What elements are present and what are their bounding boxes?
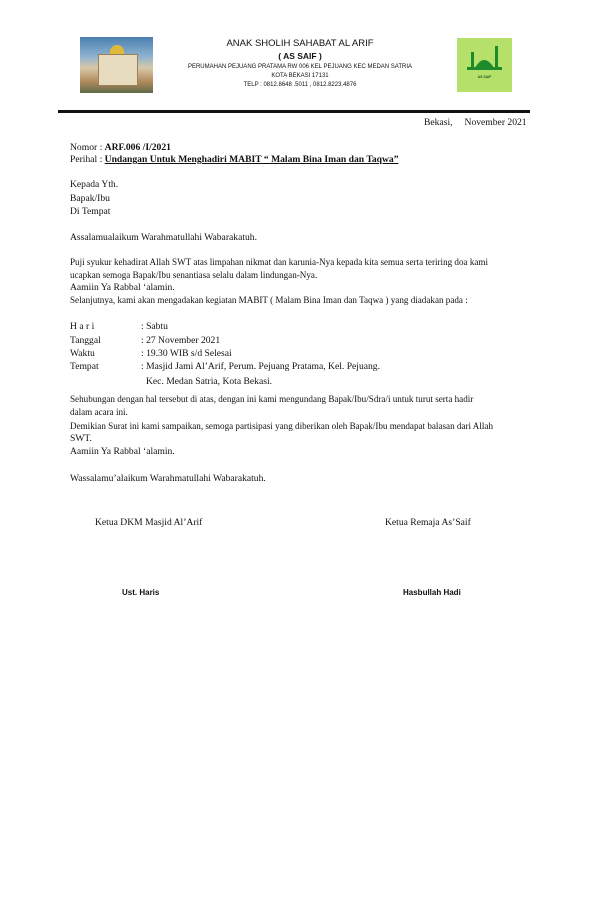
detail-value-cont: Kec. Medan Satria, Kota Bekasi. <box>146 376 273 387</box>
detail-label: Tempat <box>70 361 99 372</box>
body-line: Sehubungan dengan hal tersebut di atas, dengan ini kami mengundang Bapak/Ibu/Sdra/i untuk turut serta hadir <box>70 394 474 404</box>
org-abbr: ( AS SAIF ) <box>278 51 322 61</box>
detail-value: : Sabtu <box>141 321 168 332</box>
nomor <box>70 142 171 153</box>
closing: Wassalamu’alaikum Warahmatullahi Wabarakatuh. <box>70 473 266 484</box>
nomor-value: ARF.006 /I/2021 <box>104 142 171 153</box>
org-name: ANAK SHOLIH SAHABAT AL ARIF <box>226 38 374 49</box>
body-line: Demikian Surat ini kami sampaikan, semoga partisipasi yang diberikan oleh Bapak/Ibu mendapat balasan dari Allah <box>70 421 493 431</box>
signature-name: Hasbullah Hadi <box>403 588 461 597</box>
mosque-photo <box>80 37 153 93</box>
detail-label: H a r i <box>70 321 95 332</box>
logo-text: AS SAIF <box>477 75 492 79</box>
phone: TELP : 0812.8648 .5011 , 0812.8223.4876 <box>243 82 357 88</box>
nomor-label: Nomor : <box>70 142 105 153</box>
signature-title: Ketua Remaja As’Saif <box>385 517 471 528</box>
body-line: Aamiin Ya Rabbal ‘alamin. <box>70 446 175 457</box>
body-line: dalam acara ini. <box>70 407 128 417</box>
greeting: Assalamualaikum Warahmatullahi Wabarakatuh. <box>70 232 257 243</box>
header-divider <box>58 110 530 113</box>
date-month: November 2021 <box>464 117 527 128</box>
address-line-2: KOTA BEKASI 17131 <box>271 73 329 79</box>
body-line: Puji syukur kehadirat Allah SWT atas limpahan nikmat dan karunia-Nya kepada kita semua serta teriring doa kami <box>70 257 489 267</box>
perihal <box>70 154 399 165</box>
mosque-icon <box>457 38 512 78</box>
recipient-line: Di Tempat <box>70 206 111 217</box>
logo <box>457 38 512 92</box>
detail-value: : Masjid Jami Al’Arif, Perum. Pejuang Pratama, Kel. Pejuang. <box>141 361 381 372</box>
detail-label: Tanggal <box>70 335 101 346</box>
signature-name: Ust. Haris <box>122 588 160 597</box>
detail-label: Waktu <box>70 348 95 359</box>
signature-title: Ketua DKM Masjid Al’Arif <box>95 517 203 528</box>
address-line-1: PERUMAHAN PEJUANG PRATAMA RW 006 KEL PEJUANG KEC MEDAN SATRIA <box>187 64 413 70</box>
body-line: Aamiin Ya Rabbal ‘alamin. <box>70 282 175 293</box>
body-line: Selanjutnya, kami akan mengadakan kegiatan MABIT ( Malam Bina Iman dan Taqwa ) yang diadakan pada : <box>70 295 468 305</box>
letter-date <box>424 117 527 128</box>
recipient-line: Bapak/Ibu <box>70 193 110 204</box>
date-city: Bekasi, <box>424 117 453 128</box>
body-line: ucapkan semoga Bapak/Ibu senantiasa selalu dalam lindungan-Nya. <box>70 270 318 280</box>
recipient-line: Kepada Yth. <box>70 179 119 190</box>
detail-value: : 19.30 WIB s/d Selesai <box>141 348 232 359</box>
detail-value: : 27 November 2021 <box>141 335 221 346</box>
perihal-label: Perihal : <box>70 154 105 165</box>
body-line: SWT. <box>70 433 92 444</box>
perihal-value: Undangan Untuk Menghadiri MABIT “ Malam Bina Iman dan Taqwa” <box>104 154 399 165</box>
